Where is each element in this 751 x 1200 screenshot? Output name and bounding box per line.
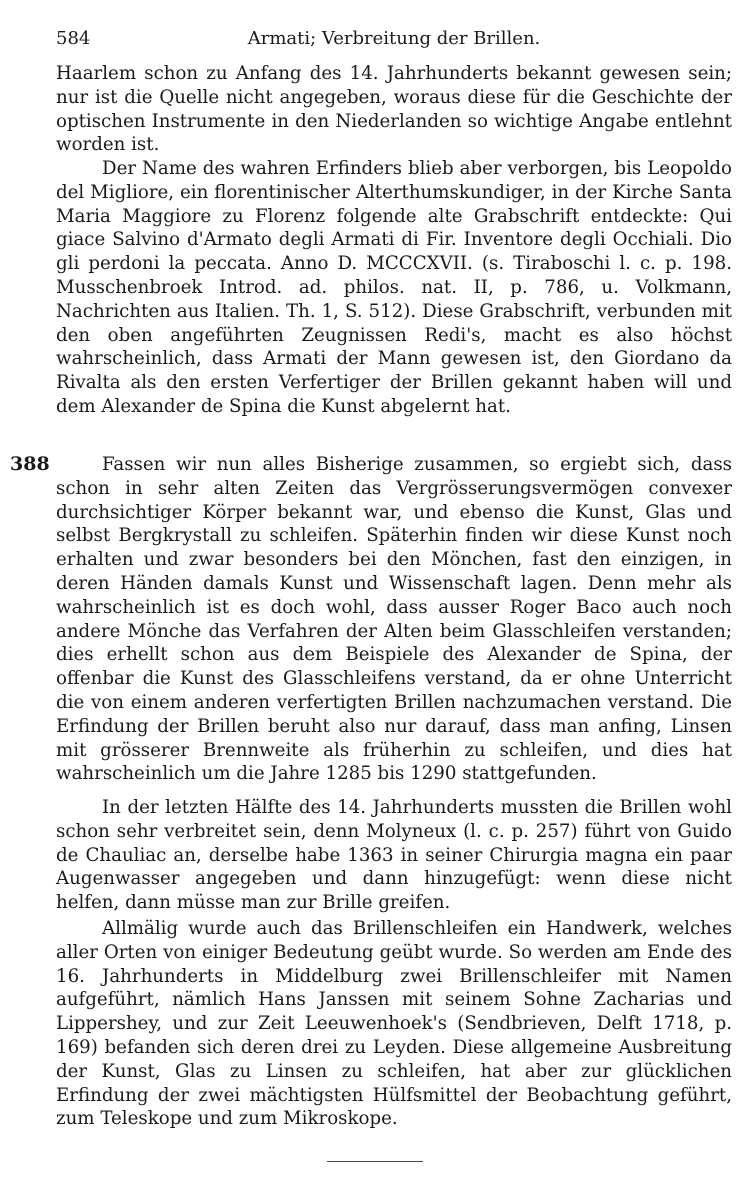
margin-section-number: 388 (10, 453, 50, 475)
paragraph-text: In der letzten Hälfte des 14. Jahrhunderts mussten die Brillen wohl schon sehr verbreitet sein, denn Molyneux (l. c. p. 257) führt von Guido de Chauliac an, derselbe habe 1363 in seiner Chirurgia magna ein paar Augenwasser angegeben und dann hinzugefügt: wenn diese nicht helfen, dann müsse man zur Brille greifen. (56, 797, 732, 914)
page-number: 584 (56, 28, 91, 49)
paragraph-text: Allmälig wurde auch das Brillenschleifen ein Handwerk, welches aller Orten von einiger Bedeutung geübt wurde. So werden am Ende des 16. Jahrhunderts in Middelburg zwei Brillenschleifer mit Namen aufgeführt, nämlich Hans Janssen mit seinem Sohne Zacharias und Lippershey, und zur Zeit Leeuwenhoek's (Sendbrieven, Delft 1718, p. 169) befanden sich deren drei zu Leyden. Diese allgemeine Ausbreitung der Kunst, Glas zu Linsen zu schleifen, hat aber zur glücklichen Erfindung der zwei mächtigsten Hülfsmittel der Beobachtung geführt, zum Teleskope und zum Mikroskope. (56, 918, 732, 1130)
footer-rule (327, 1161, 423, 1162)
running-title: Armati; Verbreitung der Brillen. (247, 28, 541, 49)
paragraph-1 (56, 62, 732, 157)
paragraph-text: Der Name des wahren Erfinders blieb aber verborgen, bis Leopoldo del Migliore, ein florentinischer Alterthumskundiger, in der Kirche Santa Maria Maggiore zu Florenz folgende alte Grabschrift entdeckte: Qui giace Salvino d'Armato degli Armati di Fir. Inventore degli Occhiali. Dio gli perdoni la peccata. Anno D. MCCCXVII. (s. Tiraboschi l. c. p. 198. Musschenbroek Introd. ad. philos. nat. II, p. 786, u. Volkmann, Nachrichten aus Italien. Th. 1, S. 512). Diese Grabschrift, verbunden mit den oben angeführten Zeugnissen Redi's, macht es also höchst wahrscheinlich, dass Armati der Mann gewesen ist, den Giordano da Rivalta als den ersten Verfertiger der Brillen gekannt haben will und dem Alexander de Spina die Kunst abgelernt hat. (56, 158, 732, 417)
paragraph-4 (56, 796, 732, 915)
paragraph-2 (56, 157, 732, 419)
paragraph-text: Haarlem schon zu Anfang des 14. Jahrhunderts bekannt gewesen sein; nur ist die Quelle nicht angegeben, woraus diese für die Geschichte der optischen Instrumente in den Niederlanden so wichtige Angabe entlehnt worden ist. (56, 63, 732, 156)
paragraph-text: Fassen wir nun alles Bisherige zusammen, so ergiebt sich, dass schon in sehr alten Zeiten das Vergrösserungsvermögen convexer durchsichtiger Körper bekannt war, und ebenso die Kunst, Glas und selbst Bergkrystall zu schleifen. Späterhin finden wir diese Kunst noch erhalten und zwar besonders bei den Mönchen, fast den einzigen, in deren Händen damals Kunst und Wissenschaft lagen. Denn mehr als wahrscheinlich ist es doch wohl, dass ausser Roger Baco auch noch andere Mönche das Verfahren der Alten beim Glasschleifen verstanden; dies erhellt schon aus dem Beispiele des Alexander de Spina, der offenbar die Kunst des Glasschleifens verstand, da er ohne Unterricht die von einem anderen verfertigten Brillen nachzumachen verstand. Die Erfindung der Brillen beruht also nur darauf, dass man anfing, Linsen mit grösserer Brennweite als früherhin zu schleifen, und dies hat wahrscheinlich um die Jahre 1285 bis 1290 stattgefunden. (56, 454, 732, 785)
paragraph-5 (56, 917, 732, 1131)
paragraph-3 (56, 453, 732, 786)
page-header (56, 28, 732, 54)
